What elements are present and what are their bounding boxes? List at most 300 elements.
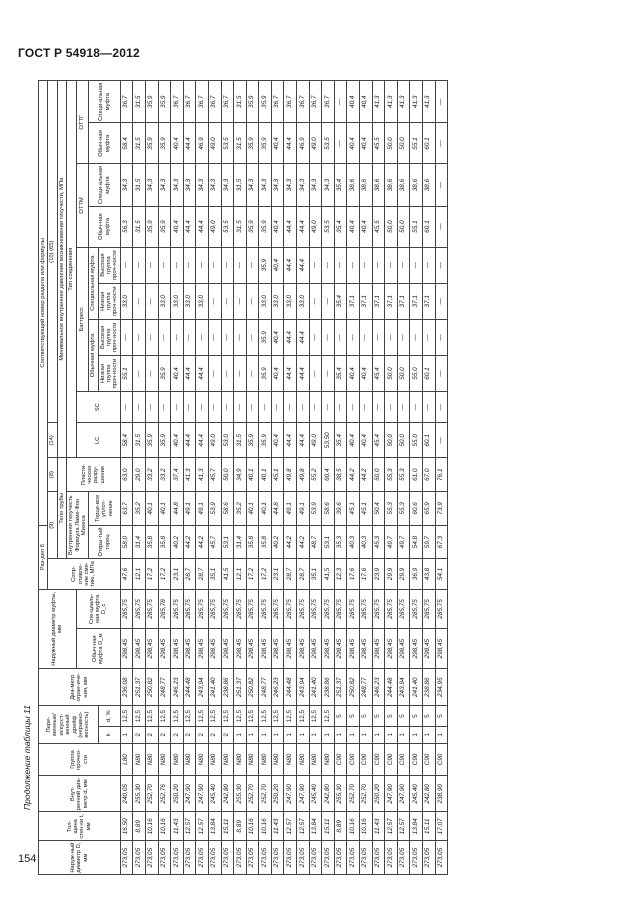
table-cell: — <box>171 247 184 283</box>
table-cell: — <box>145 247 158 283</box>
ottg-regular: Обыч-ная муфта <box>89 123 121 164</box>
table-cell: N80 <box>271 743 284 776</box>
buttress-special-low: Низкая группа проч-ности <box>98 283 120 319</box>
table-cell: 37,1 <box>372 283 385 319</box>
table-cell: — <box>334 392 347 423</box>
table-cell: 34,3 <box>196 164 209 206</box>
hydro-k: k <box>98 726 120 743</box>
table-cell: — <box>259 392 272 423</box>
table-cell: 273,05 <box>221 841 234 875</box>
table-cell: 49,8 <box>297 458 310 492</box>
table-cell: 40,4 <box>171 123 184 164</box>
table-cell: 273,05 <box>334 841 347 875</box>
table-cell: 243,94 <box>397 669 410 706</box>
table-cell: 53,0 <box>221 423 234 458</box>
table-cell: 10,16 <box>259 812 272 841</box>
table-cell: 45,4 <box>372 423 385 458</box>
table-cell: — <box>145 392 158 423</box>
buttress-special-high: Высокая группа проч-ности <box>98 247 120 283</box>
data-table <box>38 80 448 875</box>
table-cell: 28,7 <box>183 559 196 589</box>
table-cell: 1 <box>410 726 423 743</box>
table-cell: 40,4 <box>360 355 373 391</box>
table-cell: 273,05 <box>360 841 373 875</box>
table-cell: — <box>334 81 347 124</box>
table-cell: 44,2 <box>196 525 209 559</box>
table-cell: — <box>397 392 410 423</box>
table-cell: 35,9 <box>145 206 158 247</box>
table-cell: 35,8 <box>246 525 259 559</box>
table-cell: 236,08 <box>120 669 133 706</box>
table-cell: 35,9 <box>145 423 158 458</box>
table-cell: 40,4 <box>347 206 360 247</box>
table-cell: 13,84 <box>309 812 322 841</box>
table-cell: 298,45 <box>133 629 146 669</box>
table-cell: — <box>221 319 234 355</box>
table-cell: 63,7 <box>120 492 133 526</box>
table-cell: 298,45 <box>423 629 436 669</box>
table-cell: 298,45 <box>183 629 196 669</box>
document-title: ГОСТ Р 54918—2012 <box>18 46 140 60</box>
ottg-special: Специ-альная муфта <box>89 81 121 124</box>
table-cell: 28,7 <box>284 559 297 589</box>
table-cell: 273,05 <box>322 841 335 875</box>
table-cell: 273,05 <box>347 841 360 875</box>
table-cell: 36,7 <box>322 81 335 124</box>
table-cell: 15,11 <box>423 812 436 841</box>
table-cell: 243,94 <box>297 669 310 706</box>
formula-title: Соответствующий номер раздела или формулы <box>39 81 48 526</box>
table-cell: 45,1 <box>347 492 360 526</box>
table-cell: 44,4 <box>284 355 297 391</box>
table-cell: 45,3 <box>372 525 385 559</box>
plastic-failure: Пласти-ческое разру-шение <box>67 458 121 492</box>
table-cell: — <box>435 247 448 283</box>
table-cell: 44,4 <box>284 247 297 283</box>
table-cell: 50,0 <box>385 355 398 391</box>
table-cell: 67,3 <box>435 525 448 559</box>
table-cell: — <box>372 247 385 283</box>
table-cell: 12,5 <box>284 706 297 726</box>
table-cell: 5 <box>397 706 410 726</box>
table-cell: 35,9 <box>145 123 158 164</box>
table-cell: 23,1 <box>271 559 284 589</box>
col-coupling-od: Наружный диаметр муфты, мм <box>39 589 77 669</box>
table-cell: — <box>221 247 234 283</box>
table-cell: — <box>372 392 385 423</box>
table-cell: 41,3 <box>385 81 398 124</box>
table-cell: 273,05 <box>423 841 436 875</box>
table-cell: 285,78 <box>158 589 171 629</box>
table-cell: 50,0 <box>385 123 398 164</box>
table-cell: 273,05 <box>120 841 133 875</box>
table-cell: — <box>397 319 410 355</box>
table-cell: 285,75 <box>196 589 209 629</box>
table-cell: 35,2 <box>234 492 247 526</box>
table-cell: 298,45 <box>397 629 410 669</box>
table-cell: — <box>246 355 259 391</box>
table-cell: 40,4 <box>171 206 184 247</box>
table-cell: 58,6 <box>322 492 335 526</box>
table-cell: 40,2 <box>271 525 284 559</box>
table-cell: 250,82 <box>145 669 158 706</box>
table-cell: 11,43 <box>271 812 284 841</box>
table-cell: 40,4 <box>360 123 373 164</box>
table-cell: 41,3 <box>196 458 209 492</box>
table-cell: 38,6 <box>372 164 385 206</box>
table-cell: 40,1 <box>246 458 259 492</box>
table-cell: 36,7 <box>120 81 133 124</box>
table-cell: 1 <box>372 726 385 743</box>
table-cell: 31,4 <box>234 525 247 559</box>
table-cell: 247,90 <box>284 776 297 812</box>
table-cell: 40,4 <box>271 355 284 391</box>
table-cell: 31,5 <box>234 206 247 247</box>
table-cell: 17,6 <box>347 559 360 589</box>
table-cell: 40,4 <box>360 81 373 124</box>
table-cell: 44,2 <box>297 525 310 559</box>
table-cell: 2 <box>183 726 196 743</box>
table-cell: 44,4 <box>183 206 196 247</box>
table-cell: 34,9 <box>234 458 247 492</box>
table-cell: 298,45 <box>410 629 423 669</box>
table-cell: N80 <box>208 743 221 776</box>
table-cell: — <box>284 392 297 423</box>
rotated-table-container <box>38 80 620 875</box>
table-cell: 34,3 <box>221 164 234 206</box>
table-cell: 1 <box>435 726 448 743</box>
table-cell: — <box>347 392 360 423</box>
table-cell: 49,1 <box>297 492 310 526</box>
table-cell: — <box>120 392 133 423</box>
table-cell: N80 <box>145 743 158 776</box>
table-cell: 37,1 <box>347 283 360 319</box>
table-cell: 251,37 <box>334 669 347 706</box>
table-cell: 36,7 <box>271 81 284 124</box>
table-cell: 285,75 <box>271 589 284 629</box>
table-cell: — <box>133 283 146 319</box>
table-cell: 12,57 <box>183 812 196 841</box>
table-cell: 35,9 <box>259 355 272 391</box>
table-cell: 285,75 <box>347 589 360 629</box>
table-cell: 35,4 <box>334 355 347 391</box>
table-cell: 44,4 <box>297 206 310 247</box>
table-cell: N80 <box>309 743 322 776</box>
table-cell: 12,1 <box>234 559 247 589</box>
table-cell: 238,86 <box>322 669 335 706</box>
table-cell: 244,48 <box>183 669 196 706</box>
table-cell: 247,90 <box>297 776 310 812</box>
table-cell: 285,75 <box>385 589 398 629</box>
table-cell: 252,76 <box>158 776 171 812</box>
table-cell: 41,3 <box>423 81 436 124</box>
table-cell: — <box>183 247 196 283</box>
table-cell: 273,05 <box>284 841 297 875</box>
table-cell: 35,8 <box>259 525 272 559</box>
table-cell: 38,6 <box>347 164 360 206</box>
table-cell: 36,7 <box>183 81 196 124</box>
table-cell: 1 <box>271 726 284 743</box>
table-cell: 285,75 <box>297 589 310 629</box>
table-cell: 251,37 <box>133 669 146 706</box>
table-cell: — <box>196 392 209 423</box>
table-cell: 40,1 <box>246 492 259 526</box>
table-cell: 49,0 <box>208 206 221 247</box>
table-cell: 45,4 <box>372 355 385 391</box>
table-cell: 49,7 <box>397 525 410 559</box>
table-cell: 53,5 <box>221 123 234 164</box>
table-cell: 234,95 <box>435 669 448 706</box>
table-cell: 246,23 <box>372 669 385 706</box>
table-cell: 44,2 <box>183 525 196 559</box>
table-cell: 35,9 <box>259 206 272 247</box>
table-cell: 15,11 <box>221 812 234 841</box>
table-cell: 38,6 <box>397 164 410 206</box>
table-row <box>171 81 184 875</box>
table-cell: — <box>309 319 322 355</box>
table-cell: — <box>334 319 347 355</box>
table-cell: 12,5 <box>208 706 221 726</box>
table-cell: 273,05 <box>372 841 385 875</box>
table-cell: 44,2 <box>284 525 297 559</box>
table-cell: 5 <box>410 706 423 726</box>
table-cell: 12,57 <box>397 812 410 841</box>
table-cell: 247,90 <box>397 776 410 812</box>
table-cell: 298,45 <box>297 629 310 669</box>
table-cell: 37,1 <box>410 283 423 319</box>
table-cell: 35,4 <box>334 206 347 247</box>
table-row <box>297 81 310 875</box>
col-hydro: Пере-менные/ искусст-венный дрейф (неравно-весность) <box>39 706 99 743</box>
table-cell: 285,75 <box>208 589 221 629</box>
table-cell: 255,30 <box>234 776 247 812</box>
table-cell: 55,0 <box>410 355 423 391</box>
table-cell: 5 <box>334 706 347 726</box>
table-cell: C90 <box>385 743 398 776</box>
table-cell: — <box>120 319 133 355</box>
table-cell: 5 <box>347 706 360 726</box>
table-cell: — <box>410 392 423 423</box>
table-cell: 54,1 <box>435 559 448 589</box>
table-cell: 33,0 <box>297 283 310 319</box>
table-row <box>234 81 247 875</box>
table-cell: 8,89 <box>234 812 247 841</box>
table-cell: 285,75 <box>435 589 448 629</box>
table-cell: C90 <box>397 743 410 776</box>
buttress-regular: Обычная муфта <box>89 319 98 391</box>
table-cell: 44,4 <box>284 206 297 247</box>
table-cell: 50,0 <box>397 123 410 164</box>
table-cell: — <box>171 392 184 423</box>
table-cell: — <box>309 283 322 319</box>
table-cell: — <box>435 355 448 391</box>
table-cell: — <box>171 319 184 355</box>
table-cell: 11,43 <box>171 812 184 841</box>
table-cell: 10,16 <box>347 812 360 841</box>
table-cell: 285,75 <box>133 589 146 629</box>
table-cell: — <box>410 247 423 283</box>
table-cell: — <box>246 319 259 355</box>
table-cell: 298,45 <box>171 629 184 669</box>
table-cell: 23,1 <box>171 559 184 589</box>
table-cell: 1 <box>120 726 133 743</box>
table-cell: 40,4 <box>347 423 360 458</box>
table-cell: 273,05 <box>234 841 247 875</box>
table-cell: 45,5 <box>372 123 385 164</box>
table-cell: 58,4 <box>120 123 133 164</box>
table-cell: 1 <box>284 726 297 743</box>
table-cell: 35,9 <box>259 423 272 458</box>
table-row <box>347 81 360 875</box>
table-cell: — <box>372 319 385 355</box>
table-cell: 54,8 <box>410 525 423 559</box>
table-cell: 255,30 <box>334 776 347 812</box>
table-cell: 33,0 <box>158 283 171 319</box>
table-cell: — <box>435 206 448 247</box>
table-cell: 28,7 <box>297 559 310 589</box>
table-cell: 63,0 <box>120 458 133 492</box>
table-cell: C90 <box>334 743 347 776</box>
table-cell: — <box>423 247 436 283</box>
table-cell: 67,0 <box>423 458 436 492</box>
table-cell: — <box>423 319 436 355</box>
table-cell: — <box>145 355 158 391</box>
table-cell: 298,45 <box>385 629 398 669</box>
table-row <box>183 81 196 875</box>
col-section: Раз-дел 8 <box>39 525 48 589</box>
col-sc: SC <box>76 392 120 423</box>
table-cell: 2 <box>171 726 184 743</box>
table-cell: 53,50 <box>322 423 335 458</box>
table-cell: — <box>133 392 146 423</box>
table-cell: 36,7 <box>309 81 322 124</box>
table-cell: 12,5 <box>133 706 146 726</box>
table-cell: — <box>347 247 360 283</box>
table-cell: — <box>246 392 259 423</box>
table-cell: 247,90 <box>196 776 209 812</box>
table-cell: — <box>435 423 448 458</box>
table-cell: 60,1 <box>423 355 436 391</box>
table-cell: — <box>309 355 322 391</box>
table-cell: — <box>208 392 221 423</box>
table-cell: 252,70 <box>360 776 373 812</box>
table-cell: 13,84 <box>410 812 423 841</box>
table-cell: 31,5 <box>133 81 146 124</box>
table-cell: 35,3 <box>334 525 347 559</box>
table-cell: 273,05 <box>259 841 272 875</box>
table-cell: — <box>435 123 448 164</box>
table-cell: 49,0 <box>208 123 221 164</box>
table-cell: 45,1 <box>360 492 373 526</box>
table-cell: 2 <box>158 726 171 743</box>
table-cell: 49,0 <box>309 423 322 458</box>
table-cell: 50,0 <box>372 458 385 492</box>
table-cell: 1 <box>259 726 272 743</box>
table-cell: 252,70 <box>145 776 158 812</box>
table-cell: 35,9 <box>259 81 272 124</box>
table-cell: 273,05 <box>297 841 310 875</box>
table-cell: 12,57 <box>196 812 209 841</box>
table-cell: 1 <box>347 726 360 743</box>
table-cell: — <box>183 392 196 423</box>
table-row <box>309 81 322 875</box>
table-cell: 298,45 <box>347 629 360 669</box>
table-cell: 40,4 <box>347 123 360 164</box>
mawp-title: Минимальное внутреннее давление возникновения текучести, МПа <box>57 81 66 458</box>
table-cell: 38,5 <box>334 458 347 492</box>
page-number: 154 <box>18 853 37 865</box>
table-cell: 244,48 <box>284 669 297 706</box>
table-cell: — <box>334 247 347 283</box>
table-cell: 245,40 <box>208 776 221 812</box>
table-cell: 35,9 <box>158 423 171 458</box>
table-cell: 40,4 <box>347 355 360 391</box>
table-cell: 46,9 <box>196 123 209 164</box>
table-row <box>208 81 221 875</box>
table-cell: 31,5 <box>234 81 247 124</box>
table-row <box>360 81 373 875</box>
table-cell: 35,1 <box>208 559 221 589</box>
table-cell: — <box>234 355 247 391</box>
table-cell: 35,8 <box>145 525 158 559</box>
table-cell: 273,05 <box>435 841 448 875</box>
table-cell: — <box>133 247 146 283</box>
table-cell: 250,20 <box>171 776 184 812</box>
table-cell: 17,2 <box>246 559 259 589</box>
table-row <box>271 81 284 875</box>
table-cell: 56,3 <box>120 206 133 247</box>
table-cell: 285,75 <box>234 589 247 629</box>
formula-8: (8) <box>48 458 57 492</box>
table-cell: 36,9 <box>410 559 423 589</box>
table-cell: 252,70 <box>259 776 272 812</box>
table-cell: 5 <box>360 706 373 726</box>
table-row <box>196 81 209 875</box>
table-cell: — <box>120 247 133 283</box>
table-cell: 298,45 <box>372 629 385 669</box>
table-cell: 12,5 <box>145 706 158 726</box>
table-cell: 298,45 <box>435 629 448 669</box>
table-cell: 41,3 <box>372 81 385 124</box>
table-cell: — <box>221 392 234 423</box>
table-cell: 33,0 <box>183 283 196 319</box>
table-cell: 37,1 <box>385 283 398 319</box>
table-cell: — <box>234 247 247 283</box>
table-cell: 44,8 <box>271 492 284 526</box>
table-cell: 37,1 <box>397 283 410 319</box>
table-cell: 49,0 <box>309 206 322 247</box>
table-cell: 50,0 <box>221 458 234 492</box>
table-cell: 58,6 <box>221 492 234 526</box>
table-cell: 35,4 <box>334 423 347 458</box>
table-cell: 243,94 <box>196 669 209 706</box>
table-cell: 245,40 <box>410 776 423 812</box>
table-cell: — <box>133 319 146 355</box>
table-cell: 31,5 <box>133 123 146 164</box>
table-row <box>423 81 436 875</box>
table-cell: 298,45 <box>334 629 347 669</box>
table-cell: 273,05 <box>271 841 284 875</box>
table-cell: 36,7 <box>221 81 234 124</box>
table-cell: — <box>158 247 171 283</box>
table-cell: 55,3 <box>385 458 398 492</box>
table-cell: 5 <box>435 706 448 726</box>
table-cell: 298,45 <box>309 629 322 669</box>
table-cell: 33,0 <box>259 283 272 319</box>
table-cell: 242,80 <box>221 776 234 812</box>
table-cell: — <box>234 392 247 423</box>
table-cell: 53,5 <box>322 123 335 164</box>
